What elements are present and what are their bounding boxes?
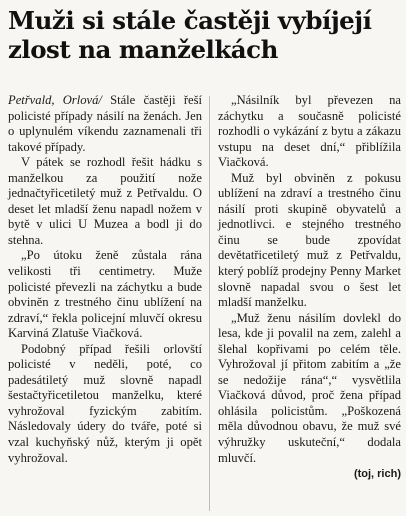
lead-text: Stále častěji řeší policisté případy násilí na ženách. Jen o uplynulém víkendu zaznamenali tři takové případy. bbox=[8, 93, 202, 154]
paragraph: „Po útoku ženě zůstala rána velikosti tři centimetry. Muže policisté převezli na záchytku a bude obviněn z trestného činu ublížení na zdraví,“ řekla policejní mluvčí okresu Karviná Zlatuše Viačková. bbox=[8, 248, 202, 341]
dateline: Petřvald, Orlová/ bbox=[8, 93, 102, 107]
lead-paragraph bbox=[8, 93, 202, 155]
article-headline: Muži si stále častěji vybíjejí zlost na manželkách bbox=[8, 6, 372, 64]
paragraph: Podobný případ řešili orlovští policisté v neděli, poté, co padesátiletý muž slovně napadl šestačtyřicetiletou manželku, které vyhrožoval fyzickým zabitím. Následovaly údery do tváře, poté si vzal kuchyňský nůž, kterým ji opět vyhrožoval. bbox=[8, 341, 202, 465]
paragraph: „Násilník byl převezen na záchytku a současně policisté rozhodli o vykázání z bytu a zákazu vstupu na deset dní,“ přiblížila Viačková. bbox=[218, 93, 401, 170]
author-signature: (toj, rich) bbox=[353, 468, 401, 481]
paragraph: „Muž ženu násilím dovlekl do lesa, kde ji povalil na zem, zalehl a šlehal kopřivami po celém těle. Vyhrožoval jí přitom zabitím a „že se nedožije rána“,“ vysvětlila Viačková důvod, proč žena případ ohlásila policistům. „Poškozená měla důvodnou obavu, že muž své výhružky uskuteční,“ dodala mluvčí. bbox=[218, 310, 401, 465]
column-divider bbox=[209, 96, 210, 511]
article-right-column bbox=[218, 93, 401, 483]
paragraph: Muž byl obviněn z pokusu ublížení na zdraví a trestného činu násilí proti skupině obyvatelů a jednotlivci. e stejného trestného činu se bude zpovídat devětatřicetiletý muž z Petřvaldu, který poblíž prodejny Penny Market slovně napadal svou o šest let mladší manželku. bbox=[218, 170, 401, 310]
paragraph: V pátek se rozhodl řešit hádku s manželkou za použití nože jednačtyřicetiletý muž z Petřvaldu. O deset let mladší ženu napadl nožem v bytě v ulici U Muzea a bodl ji do stehna. bbox=[8, 155, 202, 247]
article-left-column bbox=[8, 93, 202, 466]
